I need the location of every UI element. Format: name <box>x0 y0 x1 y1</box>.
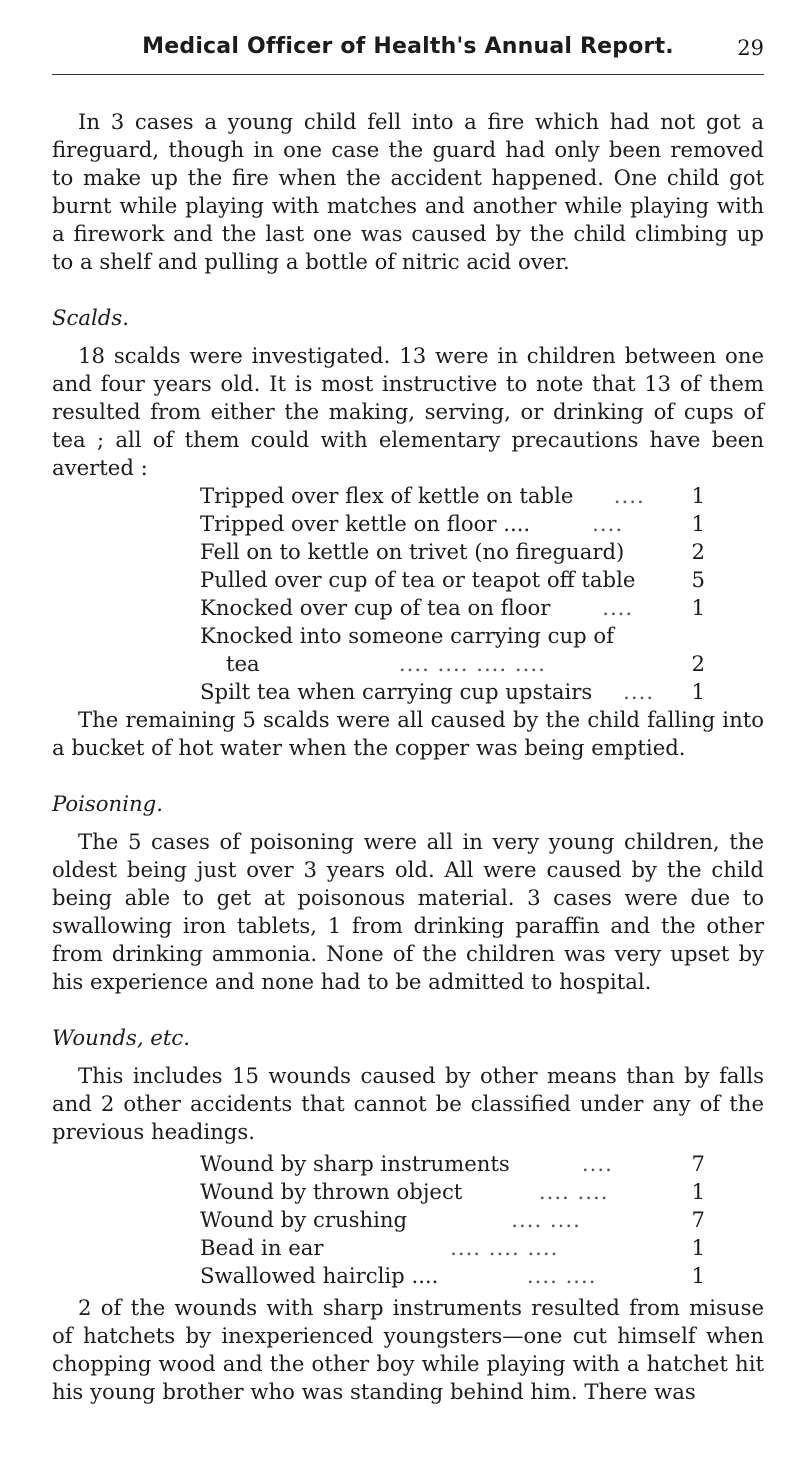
leader-dots: .... <box>623 679 655 704</box>
item-label: Bead in ear <box>200 1235 324 1260</box>
item-label-continuation: tea <box>226 651 260 676</box>
item-count: 1 <box>691 511 705 536</box>
wounds-closing: 2 of the wounds with sharp instruments resulted from misuse of hatchets by inexperienced youngsters—one cut himself when chopping wood and the other boy while playing with a hatchet hit his young brother who was standing behind him. There was <box>52 1295 764 1404</box>
item-count: 1 <box>691 595 705 620</box>
list-item <box>200 1178 705 1206</box>
item-label: Knocked over cup of tea on floor <box>200 595 551 620</box>
list-item <box>200 510 705 538</box>
item-count: 7 <box>691 1207 705 1232</box>
leader-dots: .... <box>581 1151 613 1176</box>
leader-dots: .... <box>592 511 624 536</box>
leader-dots: .... .... .... <box>450 1235 559 1260</box>
wounds-paragraph: This includes 15 wounds caused by other means than by falls and 2 other accidents that cannot be classified under any of the previous headings. <box>52 1063 764 1144</box>
list-item <box>200 1150 705 1178</box>
item-label: Tripped over kettle on floor .... <box>200 511 531 536</box>
item-label: Tripped over flex of kettle on table <box>200 483 574 508</box>
list-item-continuation <box>200 650 705 678</box>
leader-dots: .... .... <box>526 1263 597 1288</box>
item-label: Wound by sharp instruments <box>200 1151 510 1176</box>
item-count: 7 <box>691 1151 705 1176</box>
list-item <box>200 538 705 566</box>
item-count: 2 <box>691 539 705 564</box>
leader-dots: .... .... .... .... <box>398 651 546 676</box>
item-label: Knocked into someone carrying cup of <box>200 623 614 648</box>
page-body <box>52 108 764 1406</box>
leader-dots: .... <box>602 595 634 620</box>
list-item <box>200 1234 705 1262</box>
item-count: 1 <box>691 483 705 508</box>
list-item <box>200 678 705 706</box>
scalds-closing: The remaining 5 scalds were all caused by the child falling into a bucket of hot water when the copper was being emptied. <box>52 707 764 760</box>
poisoning-heading: Poisoning. <box>52 791 163 816</box>
report-title: Medical Officer of Health's Annual Report. <box>142 34 674 59</box>
list-item <box>200 482 705 510</box>
scalds-heading: Scalds. <box>52 305 129 330</box>
scalds-list <box>200 482 705 706</box>
leader-dots: .... <box>613 483 645 508</box>
wounds-heading: Wounds, etc. <box>52 1025 190 1050</box>
item-label: Wound by thrown object <box>200 1179 463 1204</box>
page-number: 29 <box>737 36 764 60</box>
leader-dots: .... .... <box>511 1207 581 1232</box>
item-count: 5 <box>691 567 705 592</box>
item-label: Swallowed hairclip .... <box>200 1263 439 1288</box>
list-item <box>200 566 705 594</box>
item-count: 2 <box>691 651 705 676</box>
scalds-paragraph: 18 scalds were investigated. 13 were in children between one and four years old. It is most instructive to note that 13 of them resulted from either the making, serving, or drinking of cups of tea ; all of them could with elementary precautions have been averted : <box>52 343 764 480</box>
wounds-list <box>200 1150 705 1290</box>
item-label: Spilt tea when carrying cup upstairs <box>200 679 593 704</box>
item-count: 1 <box>691 679 705 704</box>
item-count: 1 <box>691 1263 705 1288</box>
list-item <box>200 622 705 650</box>
list-item <box>200 594 705 622</box>
item-count: 1 <box>691 1179 705 1204</box>
intro-paragraph: In 3 cases a young child fell into a fire which had not got a fireguard, though in one case the guard had only been removed to make up the fire when the accident happened. One child got burnt while playing with matches and another while playing with a firework and the last one was caused by the child climbing up to a shelf and pulling a bottle of nitric acid over. <box>52 109 764 274</box>
item-label: Pulled over cup of tea or teapot off table <box>200 567 636 592</box>
item-count: 1 <box>691 1235 705 1260</box>
list-item <box>200 1206 705 1234</box>
list-item <box>200 1262 705 1290</box>
page-header <box>52 34 764 75</box>
leader-dots: .... .... <box>538 1179 609 1204</box>
item-label: Wound by crushing <box>200 1207 408 1232</box>
poisoning-paragraph: The 5 cases of poisoning were all in very young children, the oldest being just over 3 years old. All were caused by the child being able to get at poisonous material. 3 cases were due to swallowing iron tablets, 1 from drinking paraffin and the other from drinking ammonia. None of the children was very upset by his experience and none had to be admitted to hospital. <box>52 829 764 994</box>
item-label: Fell on to kettle on trivet (no fireguard) <box>200 539 625 564</box>
